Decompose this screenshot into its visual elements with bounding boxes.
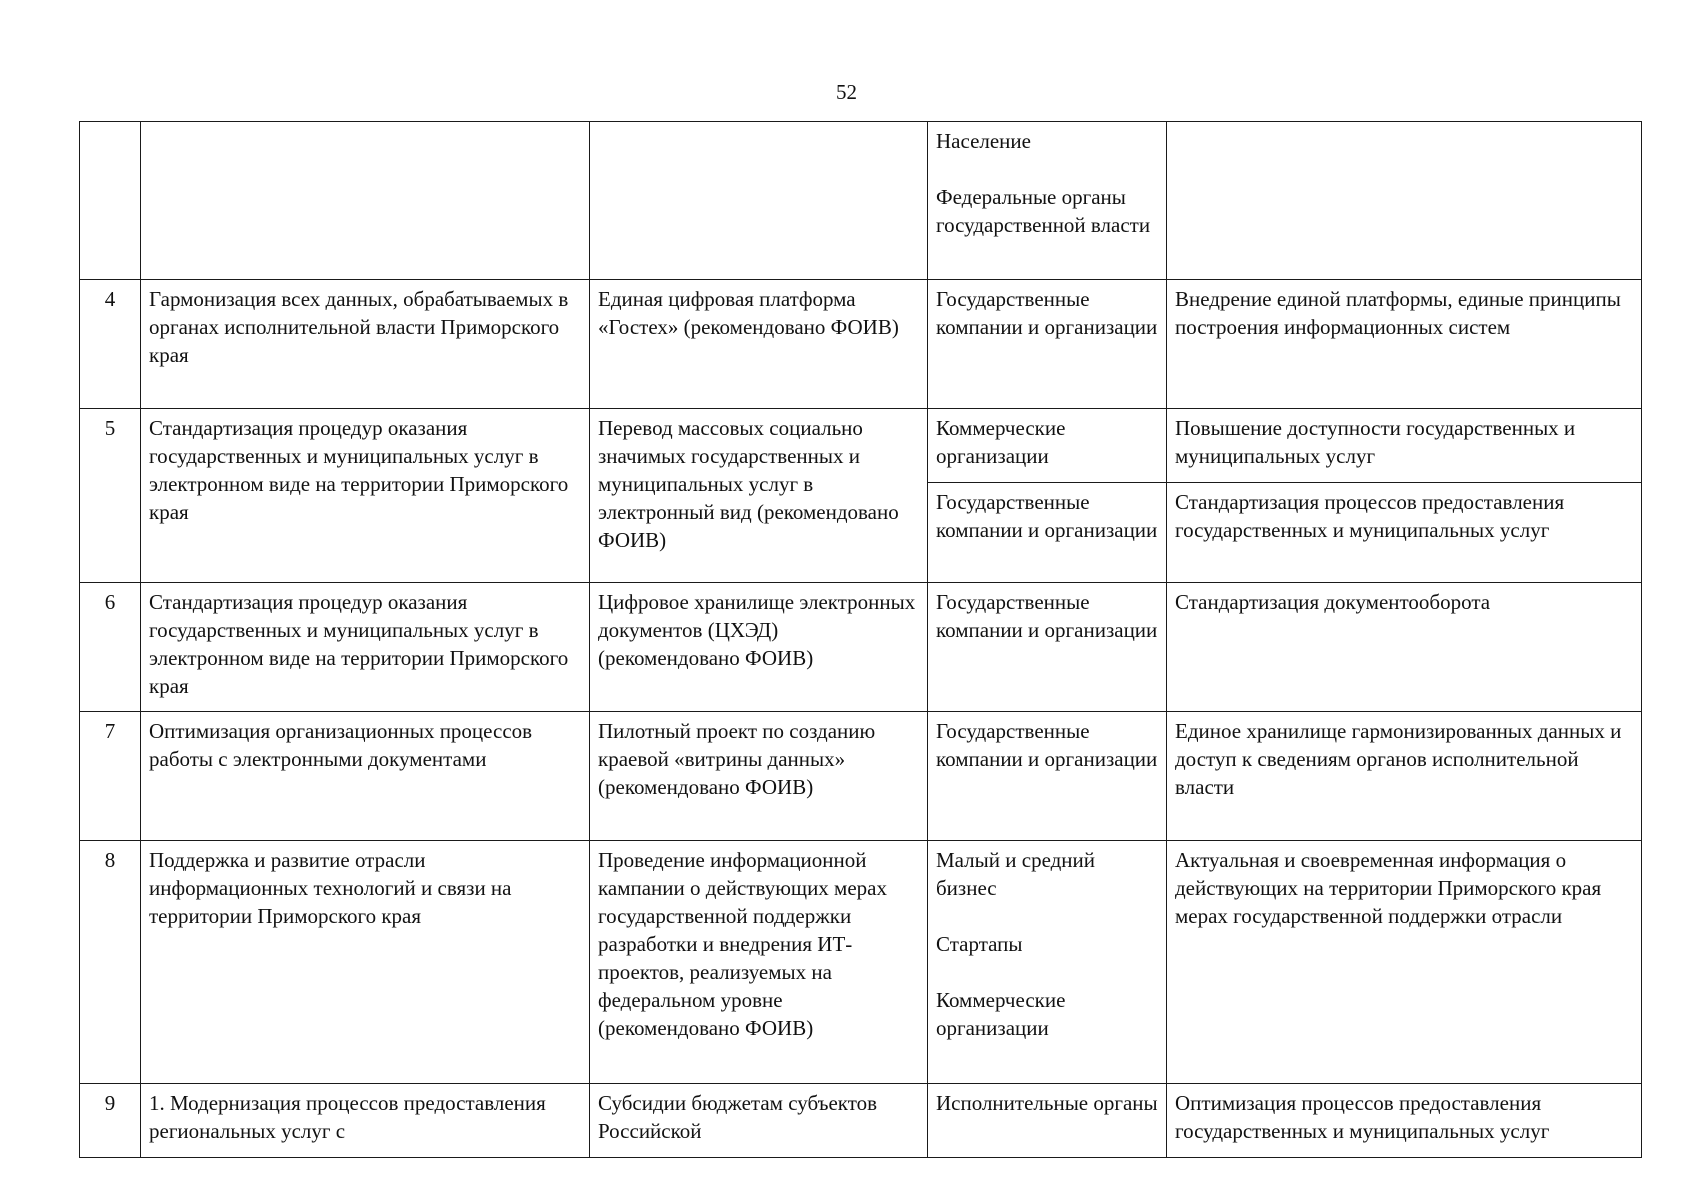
target-group-text: Государственные компании и организации [936,287,1158,339]
target-group-text: Государственные компании и организации [936,590,1158,642]
target-group-cell: Коммерческие организации [928,409,1167,483]
target-group-cell [928,583,1167,712]
target-group-cell [928,122,1167,280]
measure-cell: Единая цифровая платформа «Гостех» (рекомендовано ФОИВ) [590,280,928,409]
row-number-cell: 9 [80,1084,141,1158]
table-row [80,1084,1642,1158]
row-number-cell: 8 [80,841,141,1084]
result-text: Оптимизация процессов предоставления государственных и муниципальных услуг [1175,1091,1550,1143]
task-cell: 1. Модернизация процессов предоставления региональных услуг с [141,1084,590,1158]
measure-cell: Субсидии бюджетам субъектов Российской [590,1084,928,1158]
target-group-text: Федеральные органы государственной власти [936,185,1151,237]
row-number-cell: 6 [80,583,141,712]
measure-cell: Проведение информационной кампании о действующих мерах государственной поддержки разработки и внедрения ИТ-проектов, реализуемых на федеральном уровне (рекомендовано ФОИВ) [590,841,928,1084]
result-cell [1167,583,1642,712]
result-cell [1167,122,1642,280]
target-group-text: Коммерческие организации [936,988,1066,1040]
row-number-cell: 7 [80,712,141,841]
result-text: Стандартизация документооборота [1175,590,1491,614]
result-cell [1167,1084,1642,1158]
task-cell: Оптимизация организационных процессов работы с электронными документами [141,712,590,841]
result-text: Актуальная и своевременная информация о действующих на территории Приморского края мерах государственной поддержки отрасли [1175,848,1602,928]
result-cell [1167,280,1642,409]
measure-cell: Перевод массовых социально значимых государственных и муниципальных услуг в электронный вид (рекомендовано ФОИВ) [590,409,928,583]
target-group-text: Стартапы [936,932,1023,956]
task-cell [141,122,590,280]
result-text: Внедрение единой платформы, единые принципы построения информационных систем [1175,287,1621,339]
row-number-cell: 5 [80,409,141,583]
target-group-cell [928,280,1167,409]
result-cell [1167,841,1642,1084]
task-cell: Стандартизация процедур оказания государственных и муниципальных услуг в электронном виде на территории Приморского края [141,409,590,583]
task-cell: Стандартизация процедур оказания государственных и муниципальных услуг в электронном виде на территории Приморского края [141,583,590,712]
task-cell: Гармонизация всех данных, обрабатываемых в органах исполнительной власти Приморского края [141,280,590,409]
measure-cell [590,122,928,280]
result-text: Единое хранилище гармонизированных данных и доступ к сведениям органов исполнительной власти [1175,719,1622,799]
target-group-text: Государственные компании и организации [936,719,1158,771]
target-group-text: Исполнительные органы [936,1091,1158,1115]
target-group-cell: Государственные компании и организации [928,483,1167,583]
table-row [80,841,1642,1084]
measures-table [79,121,1642,1158]
target-group-cell [928,841,1167,1084]
target-group-text: Население [936,129,1031,153]
table-row [80,409,1642,483]
target-group-cell [928,712,1167,841]
row-number-cell [80,122,141,280]
table-row [80,712,1642,841]
result-cell [1167,712,1642,841]
measure-cell: Цифровое хранилище электронных документов (ЦХЭД) (рекомендовано ФОИВ) [590,583,928,712]
measure-cell: Пилотный проект по созданию краевой «витрины данных» (рекомендовано ФОИВ) [590,712,928,841]
table-row [80,122,1642,280]
result-cell: Стандартизация процессов предоставления государственных и муниципальных услуг [1167,483,1642,583]
target-group-cell [928,1084,1167,1158]
table-row [80,280,1642,409]
result-cell: Повышение доступности государственных и муниципальных услуг [1167,409,1642,483]
target-group-text: Малый и средний бизнес [936,848,1096,900]
table-row [80,583,1642,712]
page-number: 52 [836,80,857,104]
task-cell: Поддержка и развитие отрасли информационных технологий и связи на территории Приморского края [141,841,590,1084]
row-number-cell: 4 [80,280,141,409]
